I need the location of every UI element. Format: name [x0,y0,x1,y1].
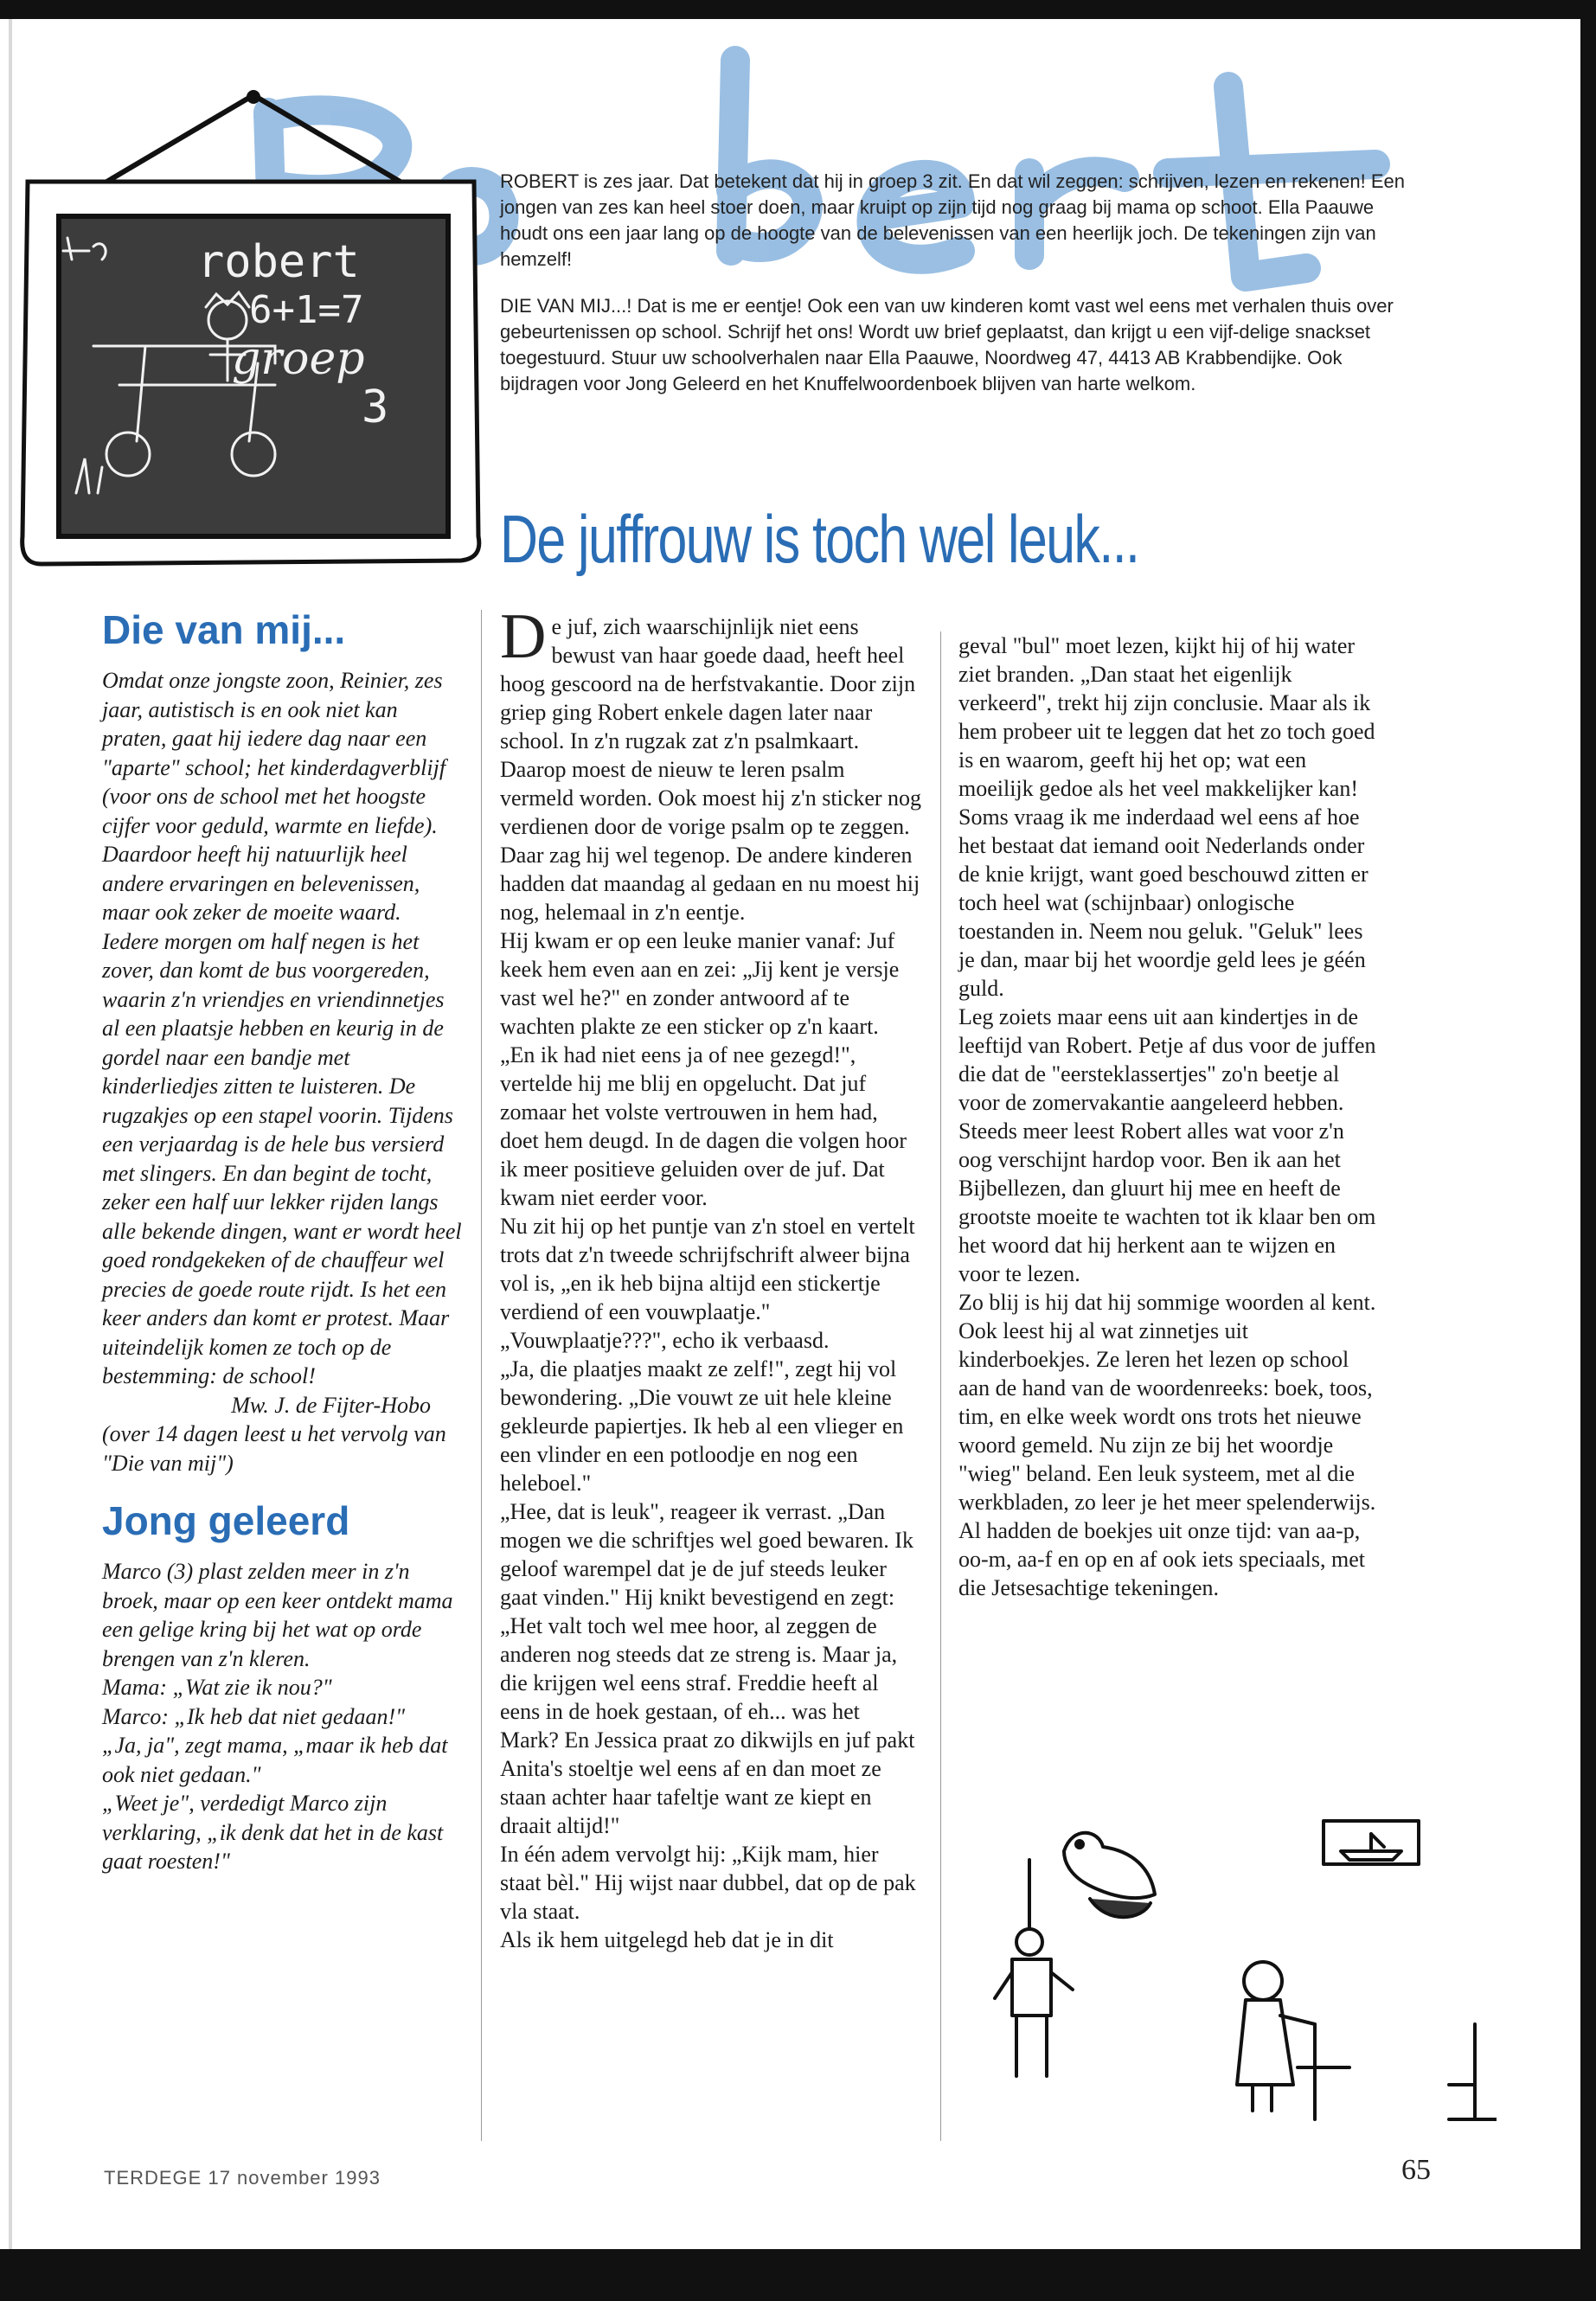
jong-geleerd-text: „Weet je", verdedigt Marco zijn verklaring, „ik denk dat het in de kast gaat roesten!" [102,1791,444,1874]
drop-cap: D [500,601,547,672]
article-paragraph: e juf, zich waarschijnlijk niet eens bewust van haar goede daad, heeft heel hoog gescoord na de herfstvakantie. Door zijn griep ging Robert enkele dagen later naar school. In z'n rugzak zat z'n psalmkaart. Daarop moest de nieuw te leren psalm vermeld worden. Ook moest hij z'n sticker nog verdienen door de vorige psalm op te zeggen. Daar zag hij wel tegenop. De andere kinderen hadden dat maandag al gedaan en nu moest hij nog, helemaal in z'n eentje. [500,614,922,925]
article-column-middle [500,601,922,1954]
slate-line-name: robert [197,236,360,288]
jong-geleerd-text: Marco: „Ik heb dat niet gedaan!" [102,1703,406,1729]
column-rule [940,631,941,2141]
article-paragraph: „Vouwplaatje???", echo ik verbaasd. [500,1328,830,1353]
sidebar-text: Omdat onze jongste zoon, Reinier, zes jaar, autistisch is en ook niet kan praten, gaat hij iedere dag naar een "aparte" school; het kinderdagverblijf (voor ons de school met het hoogste cijfer voor geduld, warmte en liefde). Daardoor heeft hij natuurlijk heel andere ervaringen en belevenissen, maar ook zeker de moeite waard. [102,668,446,925]
child-drawings [977,1765,1497,2137]
article-paragraph: geval "bul" moet lezen, kijkt hij of hij water ziet branden. „Dan staat het eigenlijk verkeerd", trekt hij zijn conclusie. Maar als ik hem probeer uit te leggen dat het zo toch goed is en waarom, geeft hij het op; wat een moeilijk gedoe als het veel makkelijker kan! [958,633,1375,801]
article-column-right [958,631,1381,1602]
intro-block [500,169,1417,418]
article-paragraph: Steeds meer leest Robert alles wat voor z'n oog verschijnt hardop voor. Ben ik aan het Bijbellezen, dan gluurt hij mee en heeft de grootste moeite te wachten tot ik klaar ben om het woord dat hij herkent aan te wijzen en voor te lezen. [958,1118,1376,1286]
scan-border-bottom [0,2249,1596,2301]
slate-line-sum: 6+1=7 [249,288,364,332]
jong-geleerd-text: „Ja, ja", zegt mama, „maar ik heb dat ook niet gedaan." [102,1733,448,1787]
sidebar-heading-die-van-mij: Die van mij... [102,607,346,652]
slate-line-groep: groep [232,333,365,385]
article-paragraph: „Hee, dat is leuk", reageer ik verrast. „Dan mogen we die schriftjes wel goed bewaren. Ik geloof warempel dat je de juf steeds leuker gaat vinden." Hij knikt bevestigend en zegt: „Het valt toch wel mee hoor, al zeggen de anderen nog steeds dat ze streng is. Maar ja, die krijgen wel eens straf. Freddie heeft al eens in de hoek gestaan, of eh... was het Mark? En Jessica praat zo dikwijls en juf pakt Anita's stoeltje wel eens af en dan moet ze staan achter haar tafeltje want ze kiept en draait altijd!" [500,1499,915,1838]
article-paragraph: Leg zoiets maar eens uit aan kindertjes in de leeftijd van Robert. Petje af dus voor de juffen die dat de "eersteklassertjes" zo'n beetje al voor de zomervakantie aangeleerd hebben. [958,1004,1376,1115]
slate-illustration [16,87,487,571]
article-headline: De juffrouw is toch wel leuk... [500,501,1139,577]
slate-line-number: 3 [362,381,389,433]
intro-paragraph-1: ROBERT is zes jaar. Dat betekent dat hij in groep 3 zit. En dat wil zeggen: schrijven, lezen en rekenen! Een jongen van zes kan heel stoer doen, maar kruipt op zijn tijd nog graag bij mama op schoot. Ella Paauwe houdt ons een jaar lang op de hoogte van de belevenissen van een heerlijk joch. De tekeningen zijn van hemzelf! [500,170,1405,270]
sidebar-note: (over 14 dagen leest u het vervolg van "Die van mij") [102,1421,446,1476]
footer-publication: TERDEGE 17 november 1993 [104,2167,381,2189]
article-paragraph: „Ja, die plaatjes maakt ze zelf!", zegt hij vol bewondering. „Die vouwt ze uit hele kleine gekleurde papiertjes. Ik heb al een vlieger en een vlinder en een potloodje en nog een heleboel." [500,1356,904,1496]
column-rule [481,610,482,2141]
article-paragraph: Hij kwam er op een leuke manier vanaf: Juf keek hem even aan en zei: „Jij kent je versje vast wel he?" en zonder antwoord af te wachten plakte ze een sticker op z'n kaart. [500,928,900,1039]
scan-border-top [0,0,1596,19]
article-paragraph: Als ik hem uitgelegd heb dat je in dit [500,1927,834,1952]
article-paragraph: Zo blij is hij dat hij sommige woorden al kent. Ook leest hij al wat zinnetjes uit kinderboekjes. Ze leren het lezen op school aan de hand van de woordenreeks: boek, toos, tim, en elke week wordt ons trots het nieuwe woord gemeld. Nu zijn ze bij het woordje "wieg" beland. Een leuk systeem, met al die werkbladen, zo leer je het meer spelenderwijs. Al hadden de boekjes uit onze tijd: van aa-p, oo-m, aa-f en op en af ook iets speciaals, met die Jetsesachtige tekeningen. [958,1290,1376,1600]
page-number: 65 [1401,2154,1431,2186]
intro-paragraph-2: DIE VAN MIJ...! Dat is me er eentje! Ook een van uw kinderen komt vast wel eens met verhalen thuis over gebeurtenissen op school. Schrijf het ons! Wordt uw brief geplaatst, dan krijgt u een vijf-delige snackset toegestuurd. Stuur uw schoolverhalen naar Ella Paauwe, Noordweg 47, 4413 AB Krabbendijke. Ook bijdragen voor Jong Geleerd en het Knuffelwoordenboek blijven van harte welkom. [500,295,1394,394]
article-paragraph: In één adem vervolgt hij: „Kijk mam, hier staat bèl." Hij wijst naar dubbel, dat op de pak vla staat. [500,1842,916,1924]
sidebar-heading-jong-geleerd: Jong geleerd [102,1498,350,1543]
scan-border-right [1580,0,1596,2301]
jong-geleerd-text: Marco (3) plast zelden meer in z'n broek, maar op een keer ontdekt mama een gelige kring bij het wat op orde brengen van z'n kleren. [102,1559,453,1671]
sidebar-text: Iedere morgen om half negen is het zover, dan komt de bus voorgereden, waarin z'n vriendjes en vriendinnetjes al een plaatsje hebben en keurig in de gordel naar een bandje met kinderliedjes zitten te luisteren. De rugzakjes op een stapel voorin. Tijdens een verjaardag is de hele bus versierd met slingers. En dan begint de tocht, zeker een half uur lekker rijden langs alle bekende dingen, want er wordt heel goed rondgekeken of de chauffeur wel precies de goede route rijdt. Is het een keer anders dan komt er protest. Maar uiteindelijk komen ze toch op de bestemming: de school! [102,928,462,1388]
sidebar-signature: Mw. J. de Fijter-Hobo [231,1392,431,1418]
article-paragraph: Nu zit hij op het puntje van z'n stoel en vertelt trots dat z'n tweede schrijfschrift alweer bijna vol is, „en ik heb bijna altijd een stickertje verdiend of een vouwplaatje." [500,1214,915,1324]
sidebar [102,606,465,1876]
article-paragraph: „En ik had niet eens ja of nee gezegd!", vertelde hij me blij en opgelucht. Dat juf zomaar het volste vertrouwen in hem had, doet hem deugd. In de dagen die volgen hoor ik meer positieve geluiden over de juf. Dat kwam niet eerder voor. [500,1042,907,1210]
jong-geleerd-text: Mama: „Wat zie ik nou?" [102,1675,332,1700]
page-edge [9,19,12,2249]
article-paragraph: Soms vraag ik me inderdaad wel eens af hoe het bestaat dat iemand ooit Nederlands onder de knie krijgt, want goed beschouwd zitten er toch heel wat (schijnbaar) onlogische toestanden in. Neem nou geluk. "Geluk" lees je dan, maar bij het woordje geld lees je géén guld. [958,804,1368,1001]
slate-text [197,238,388,432]
